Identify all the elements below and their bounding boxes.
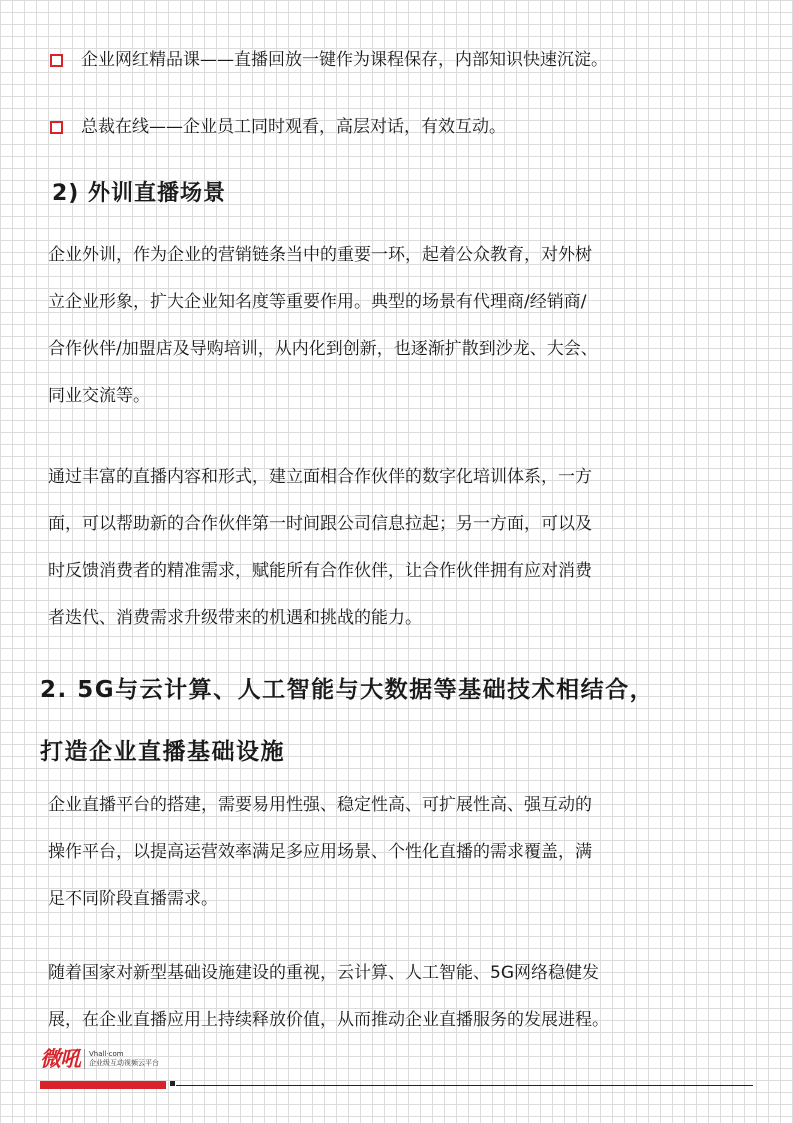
footer-logo [40, 1048, 159, 1070]
paragraph-line: 面，可以帮助新的合作伙伴第一时间跟公司信息拉起；另一方面，可以及 [48, 514, 592, 534]
paragraph-line: 同业交流等。 [48, 386, 150, 406]
paragraph-line: 企业直播平台的搭建，需要易用性强、稳定性高、可扩展性高、强互动的 [48, 795, 592, 815]
paragraph [48, 782, 748, 923]
logo-tagline: 企业级互动视频云平台 [89, 1059, 159, 1067]
logo-text [89, 1050, 159, 1068]
square-bullet-icon [50, 54, 63, 67]
paragraph-line: 立企业形象，扩大企业知名度等重要作用。典型的场景有代理商/经销商/ [48, 292, 587, 312]
bullet-item [50, 48, 608, 72]
paragraph [48, 232, 748, 420]
paragraph [48, 950, 748, 1044]
paragraph [48, 454, 748, 642]
paragraph-line: 展，在企业直播应用上持续释放价值，从而推动企业直播服务的发展进程。 [48, 1010, 609, 1030]
paragraph-line: 通过丰富的直播内容和形式，建立面相合作伙伴的数字化培训体系，一方 [48, 467, 592, 487]
paragraph-line: 企业外训，作为企业的营销链条当中的重要一环，起着公众教育，对外树 [48, 245, 592, 265]
logo-domain: Vhall·com [89, 1050, 124, 1058]
vhall-logo-mark: 微吼 [40, 1047, 80, 1071]
paragraph-line: 时反馈消费者的精准需求，赋能所有合作伙伴，让合作伙伴拥有应对消费 [48, 561, 592, 581]
section-heading-line: 2. 5G与云计算、人工智能与大数据等基础技术相结合， [40, 677, 655, 703]
section-heading-line: 打造企业直播基础设施 [40, 739, 285, 765]
paragraph-line: 者迭代、消费需求升级带来的机遇和挑战的能力。 [48, 608, 422, 628]
square-bullet-icon [50, 121, 63, 134]
footer-marker [170, 1081, 175, 1086]
subsection-heading: 2) 外训直播场景 [52, 181, 227, 206]
bullet-text: 企业网红精品课——直播回放一键作为课程保存，内部知识快速沉淀。 [81, 50, 608, 70]
paragraph-line: 合作伙伴/加盟店及导购培训，从内化到创新，也逐渐扩散到沙龙、大会、 [48, 339, 598, 359]
footer-accent-bar [40, 1081, 166, 1089]
paragraph-line: 随着国家对新型基础设施建设的重视，云计算、人工智能、5G网络稳健发 [48, 963, 599, 983]
bullet-text: 总裁在线——企业员工同时观看，高层对话，有效互动。 [81, 117, 506, 137]
bullet-item [50, 115, 506, 139]
paragraph-line: 操作平台，以提高运营效率满足多应用场景、个性化直播的需求覆盖，满 [48, 842, 592, 862]
footer-rule [176, 1085, 753, 1086]
logo-divider [84, 1049, 85, 1069]
paragraph-line: 足不同阶段直播需求。 [48, 889, 218, 909]
